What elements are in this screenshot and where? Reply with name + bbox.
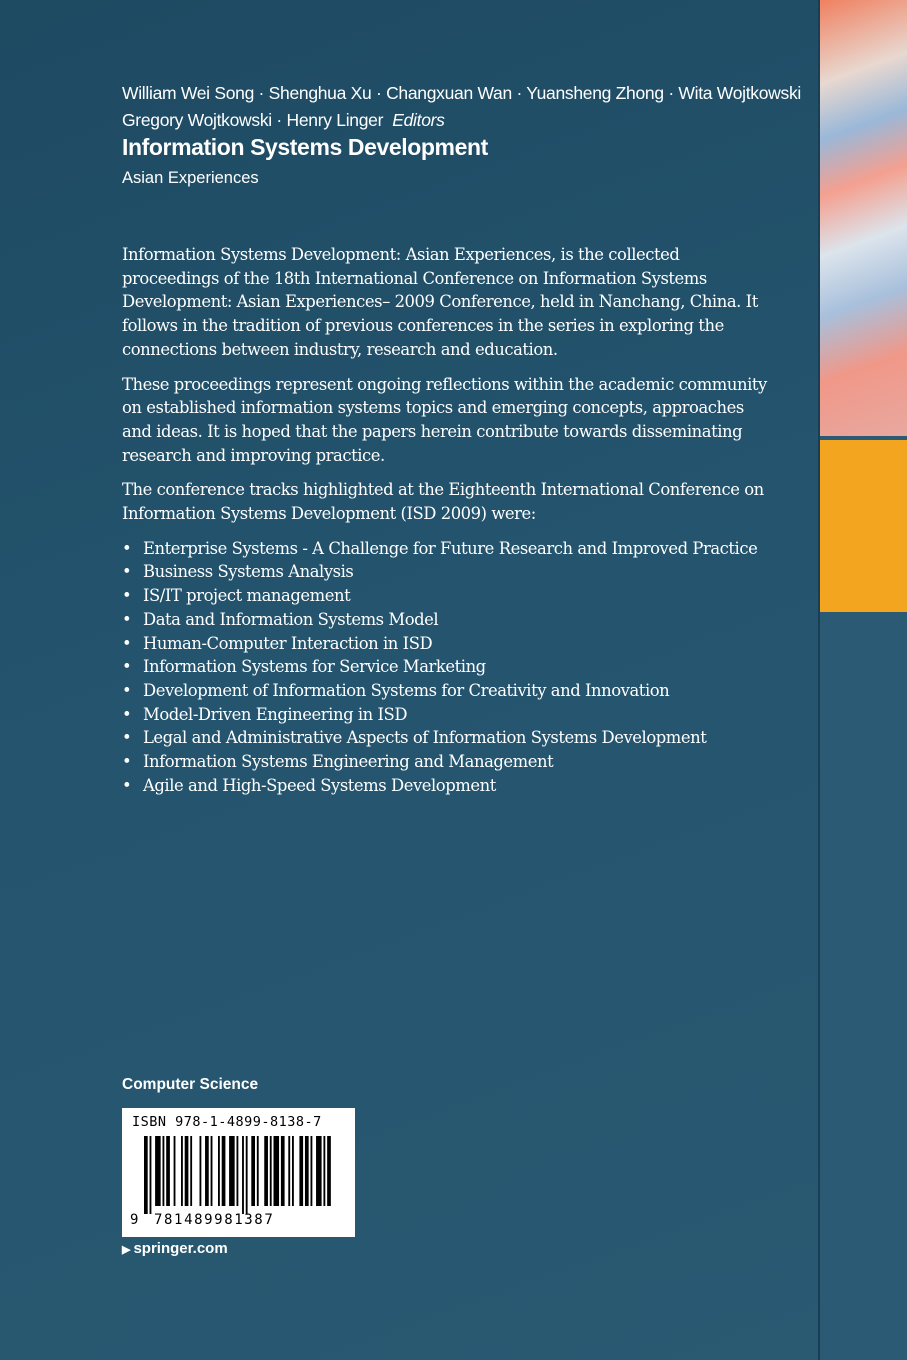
barcode-bar [316, 1136, 322, 1206]
track-text: IS/IT project management [143, 586, 351, 606]
barcode-bar [150, 1136, 152, 1214]
barcode-bar [222, 1136, 226, 1206]
track-text: Legal and Administrative Aspects of Information Systems Development [143, 728, 707, 748]
track-text: Information Systems Engineering and Management [143, 752, 554, 772]
barcode-bar [181, 1136, 183, 1206]
list-item [122, 537, 770, 561]
barcode-bar [174, 1136, 176, 1206]
barcode-bar [237, 1136, 239, 1206]
barcode-bar [292, 1136, 294, 1206]
list-item [122, 655, 770, 679]
barcode-bar [299, 1136, 303, 1206]
publisher-url: springer.com [133, 1240, 228, 1257]
tracks-list [122, 537, 770, 798]
track-text: Enterprise Systems - A Challenge for Future Research and Improved Practice [143, 538, 758, 558]
barcode-bar [274, 1136, 280, 1206]
barcode-bar [270, 1136, 272, 1206]
editors-line-1: William Wei Song · Shenghua Xu · Changxuan Wan · Yuansheng Zhong · Wita Wojtkowski [122, 83, 801, 103]
isbn-label: ISBN 978-1-4899-8138-7 [132, 1114, 322, 1130]
arrow-right-icon: ▶ [122, 1244, 131, 1256]
barcode-bar [144, 1136, 148, 1214]
track-text: Development of Information Systems for Creativity and Innovation [143, 680, 670, 700]
barcode-bar [305, 1136, 309, 1206]
barcode-bar [163, 1136, 165, 1206]
cover-art-strip [820, 0, 907, 436]
list-item [122, 608, 770, 632]
barcode-bar [327, 1136, 331, 1206]
barcode-bar [200, 1136, 202, 1206]
bullet-icon: • [122, 538, 132, 558]
editors-names: Gregory Wojtkowski · Henry Linger [122, 110, 384, 130]
list-item [122, 750, 770, 774]
bullet-icon: • [122, 562, 132, 582]
barcode-bar [166, 1136, 170, 1206]
list-item [122, 560, 770, 584]
track-text: Information Systems for Service Marketing [143, 657, 486, 677]
orange-color-block [820, 440, 907, 612]
barcode-bar [205, 1136, 209, 1206]
track-text: Data and Information Systems Model [143, 609, 439, 629]
ean-first-digit: 9 [130, 1212, 139, 1228]
paragraph-3: The conference tracks highlighted at the Eighteenth International Conference on Information Systems Development (ISD 2009) were: [122, 480, 764, 524]
ean-digits: 781489981387 [154, 1212, 275, 1228]
spine-divider [818, 0, 820, 1360]
barcode-bar [190, 1136, 192, 1206]
list-item [122, 703, 770, 727]
bullet-icon: • [122, 704, 132, 724]
bullet-icon: • [122, 586, 132, 606]
track-text: Agile and High-Speed Systems Development [143, 775, 496, 795]
bullet-icon: • [122, 657, 132, 677]
paragraph-1: Information Systems Development: Asian Experiences, is the collected proceedings of the 18th International Conference on Information Systems Development: Asian Experiences– 2009 Conference, held in Nanchang, China. It follows in the tradition of previous conferences in the series in exploring the connections between industry, research and education. [122, 245, 758, 359]
list-item [122, 774, 770, 798]
barcode-bar [218, 1136, 220, 1206]
track-text: Human-Computer Interaction in ISD [143, 633, 433, 653]
track-text: Model-Driven Engineering in ISD [143, 704, 408, 724]
book-subtitle: Asian Experiences [122, 169, 259, 187]
book-title: Information Systems Development [122, 134, 488, 160]
bullet-icon: • [122, 775, 132, 795]
subject-category: Computer Science [122, 1076, 259, 1093]
bullet-icon: • [122, 609, 132, 629]
paragraph-2: These proceedings represent ongoing reflections within the academic community on established information systems topics and emerging concepts, approaches and ideas. It is hoped that the papers herein contribute towards disseminating research and improving practice. [122, 374, 767, 465]
list-item [122, 632, 770, 656]
barcode-bar [155, 1136, 161, 1206]
barcode-bar [257, 1136, 259, 1206]
editors-role: Editors [392, 110, 445, 130]
track-text: Business Systems Analysis [143, 562, 354, 582]
barcode-bars [144, 1136, 334, 1214]
barcode-bar [323, 1136, 325, 1206]
barcode-bar [288, 1136, 290, 1206]
barcode-bar [185, 1136, 189, 1206]
bullet-icon: • [122, 633, 132, 653]
editors-line-2 [122, 107, 802, 134]
bullet-icon: • [122, 728, 132, 748]
bullet-icon: • [122, 752, 132, 772]
barcode-bar [229, 1136, 235, 1206]
barcode-bar [311, 1136, 313, 1206]
publisher-link[interactable] [122, 1240, 228, 1257]
list-item [122, 726, 770, 750]
list-item [122, 584, 770, 608]
barcode-bar [242, 1136, 244, 1214]
barcode-bar [281, 1136, 285, 1206]
list-item [122, 679, 770, 703]
barcode-bar [251, 1136, 255, 1206]
bullet-icon: • [122, 680, 132, 700]
editors-list [122, 80, 802, 134]
barcode-bar [211, 1136, 213, 1206]
barcode-bar [246, 1136, 248, 1214]
isbn-barcode [122, 1108, 355, 1237]
barcode-bar [264, 1136, 268, 1206]
description [122, 243, 770, 797]
